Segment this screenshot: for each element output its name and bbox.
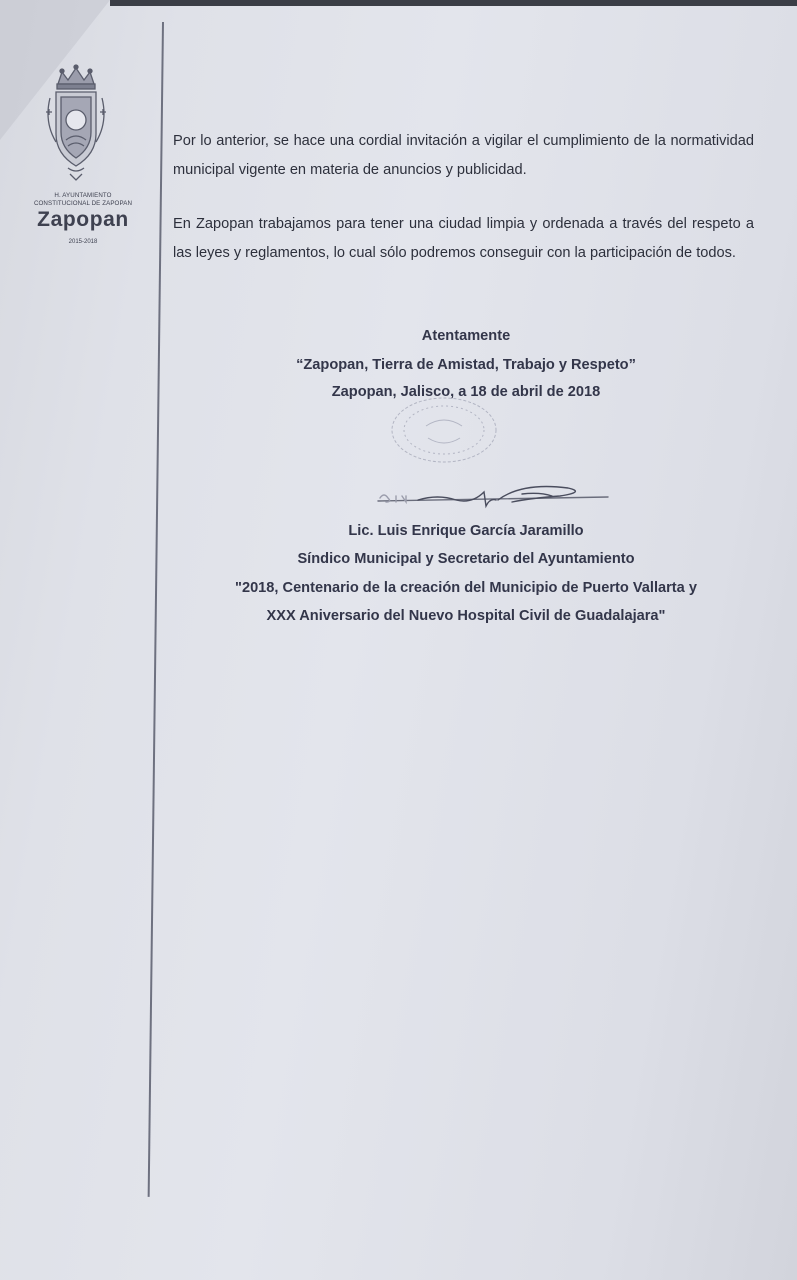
- paragraph-invitation: Por lo anterior, se hace una cordial invitación a vigilar el cumplimiento de la normatividad municipal vigente en materia de anuncios y publicidad.: [173, 133, 754, 178]
- letterhead-city: Zapopan: [37, 208, 129, 231]
- letterhead-ayuntamiento: H. AYUNTAMIENTO: [54, 192, 112, 199]
- salutation: Atentamente: [421, 328, 511, 344]
- handwritten-signature: [372, 474, 612, 514]
- place-date: Zapopan, Jalisco, a 18 de abril de 2018: [331, 384, 601, 400]
- legend-line-1: "2018, Centenario de la creación del Municipio de Puerto Vallarta y: [235, 580, 697, 596]
- legend-line-2: XXX Aniversario del Nuevo Hospital Civil de Guadalajara": [266, 608, 666, 624]
- zapopan-coat-of-arms-icon: [40, 62, 112, 192]
- letterhead-constitucional: CONSTITUCIONAL DE ZAPOPAN: [33, 200, 133, 207]
- motto: “Zapopan, Tierra de Amistad, Trabajo y Respeto”: [296, 357, 636, 373]
- letterhead-years: 2015-2018: [68, 239, 98, 245]
- signatory-title: Síndico Municipal y Secretario del Ayuntamiento: [297, 551, 635, 567]
- official-seal-stamp: [386, 392, 506, 466]
- paragraph-clean-city: En Zapopan trabajamos para tener una ciudad limpia y ordenada a través del respeto a las leyes y reglamentos, lo cual sólo podremos conseguir con la participación de todos.: [173, 216, 754, 261]
- signatory-name: Lic. Luis Enrique García Jaramillo: [348, 523, 584, 539]
- background-edge: [110, 0, 797, 6]
